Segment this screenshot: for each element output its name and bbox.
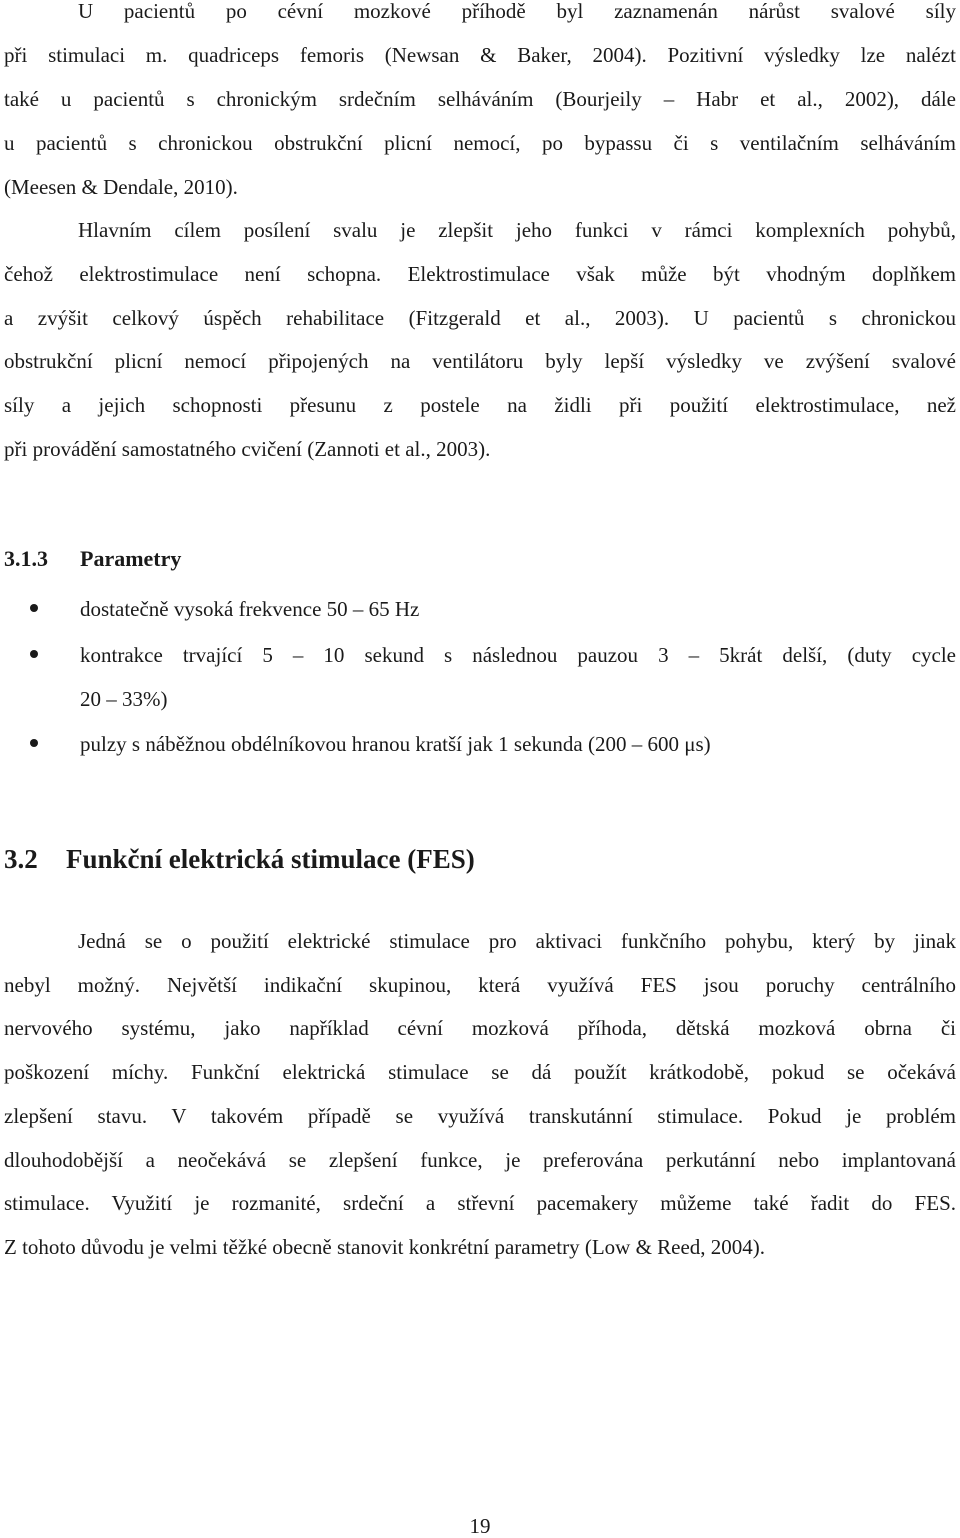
section-heading-3-2 [4,842,475,876]
paragraph-line: poškození míchy. Funkční elektrická stimulace se dá použít krátkodobě, pokud se očekává [4,1060,956,1084]
paragraph-line: stimulace. Využití je rozmanité, srdeční a střevní pacemakery můžeme také řadit do FES. [4,1191,956,1215]
section-number: 3.2 [4,844,38,874]
section-title: Parametry [80,546,182,571]
paragraph-line: při provádění samostatného cvičení (Zannoti et al., 2003). [4,437,491,461]
section-number: 3.1.3 [4,546,48,571]
paragraph-line: při stimulaci m. quadriceps femoris (Newsan & Baker, 2004). Pozitivní výsledky lze nalézt [4,43,956,67]
list-item-text: dostatečně vysoká frekvence 50 – 65 Hz [80,597,420,621]
paragraph-line: zlepšení stavu. V takovém případě se využívá transkutánní stimulace. Pokud je problém [4,1104,956,1128]
paragraph-line: síly a jejich schopnosti přesunu z postele na židli při použití elektrostimulace, než [4,393,956,417]
paragraph-line: Hlavním cílem posílení svalu je zlepšit jeho funkci v rámci komplexních pohybů, [78,218,956,242]
paragraph-line: (Meesen & Dendale, 2010). [4,175,238,199]
paragraph-line: nebyl možný. Největší indikační skupinou, která využívá FES jsou poruchy centrálního [4,973,956,997]
paragraph-line: Jedná se o použití elektrické stimulace pro aktivaci funkčního pohybu, který by jinak [78,929,956,953]
paragraph-line: Z tohoto důvodu je velmi těžké obecně stanovit konkrétní parametry (Low & Reed, 2004). [4,1235,766,1259]
paragraph-line: U pacientů po cévní mozkové příhodě byl zaznamenán nárůst svalové síly [78,0,956,23]
paragraph-line: také u pacientů s chronickým srdečním selháváním (Bourjeily – Habr et al., 2002), dále [4,87,956,111]
paragraph-line: nervového systému, jako například cévní mozková příhoda, dětská mozková obrna či [4,1016,956,1040]
section-title: Funkční elektrická stimulace (FES) [66,844,475,874]
section-heading-3-1-3 [4,545,181,573]
paragraph-line: a zvýšit celkový úspěch rehabilitace (Fitzgerald et al., 2003). U pacientů s chronickou [4,306,956,330]
list-item-text: kontrakce trvající 5 – 10 sekund s následnou pauzou 3 – 5krát delší, (duty cycle [80,643,956,667]
list-item-text: 20 – 33%) [80,687,168,711]
list-item-text: pulzy s náběžnou obdélníkovou hranou kratší jak 1 sekunda (200 – 600 μs) [80,732,711,756]
paragraph-line: u pacientů s chronickou obstrukční plicní nemocí, po bypassu či s ventilačním selháváním [4,131,956,155]
page-number: 19 [469,1514,491,1538]
bullet-icon [30,604,38,612]
paragraph-line: čehož elektrostimulace není schopna. Elektrostimulace však může být vhodným doplňkem [4,262,956,286]
bullet-icon [30,739,38,747]
bullet-icon [30,650,38,658]
paragraph-line: obstrukční plicní nemocí připojených na ventilátoru byly lepší výsledky ve zvýšení svalové [4,349,956,373]
paragraph-line: dlouhodobější a neočekává se zlepšení funkce, je preferována perkutánní nebo implantovaná [4,1148,956,1172]
